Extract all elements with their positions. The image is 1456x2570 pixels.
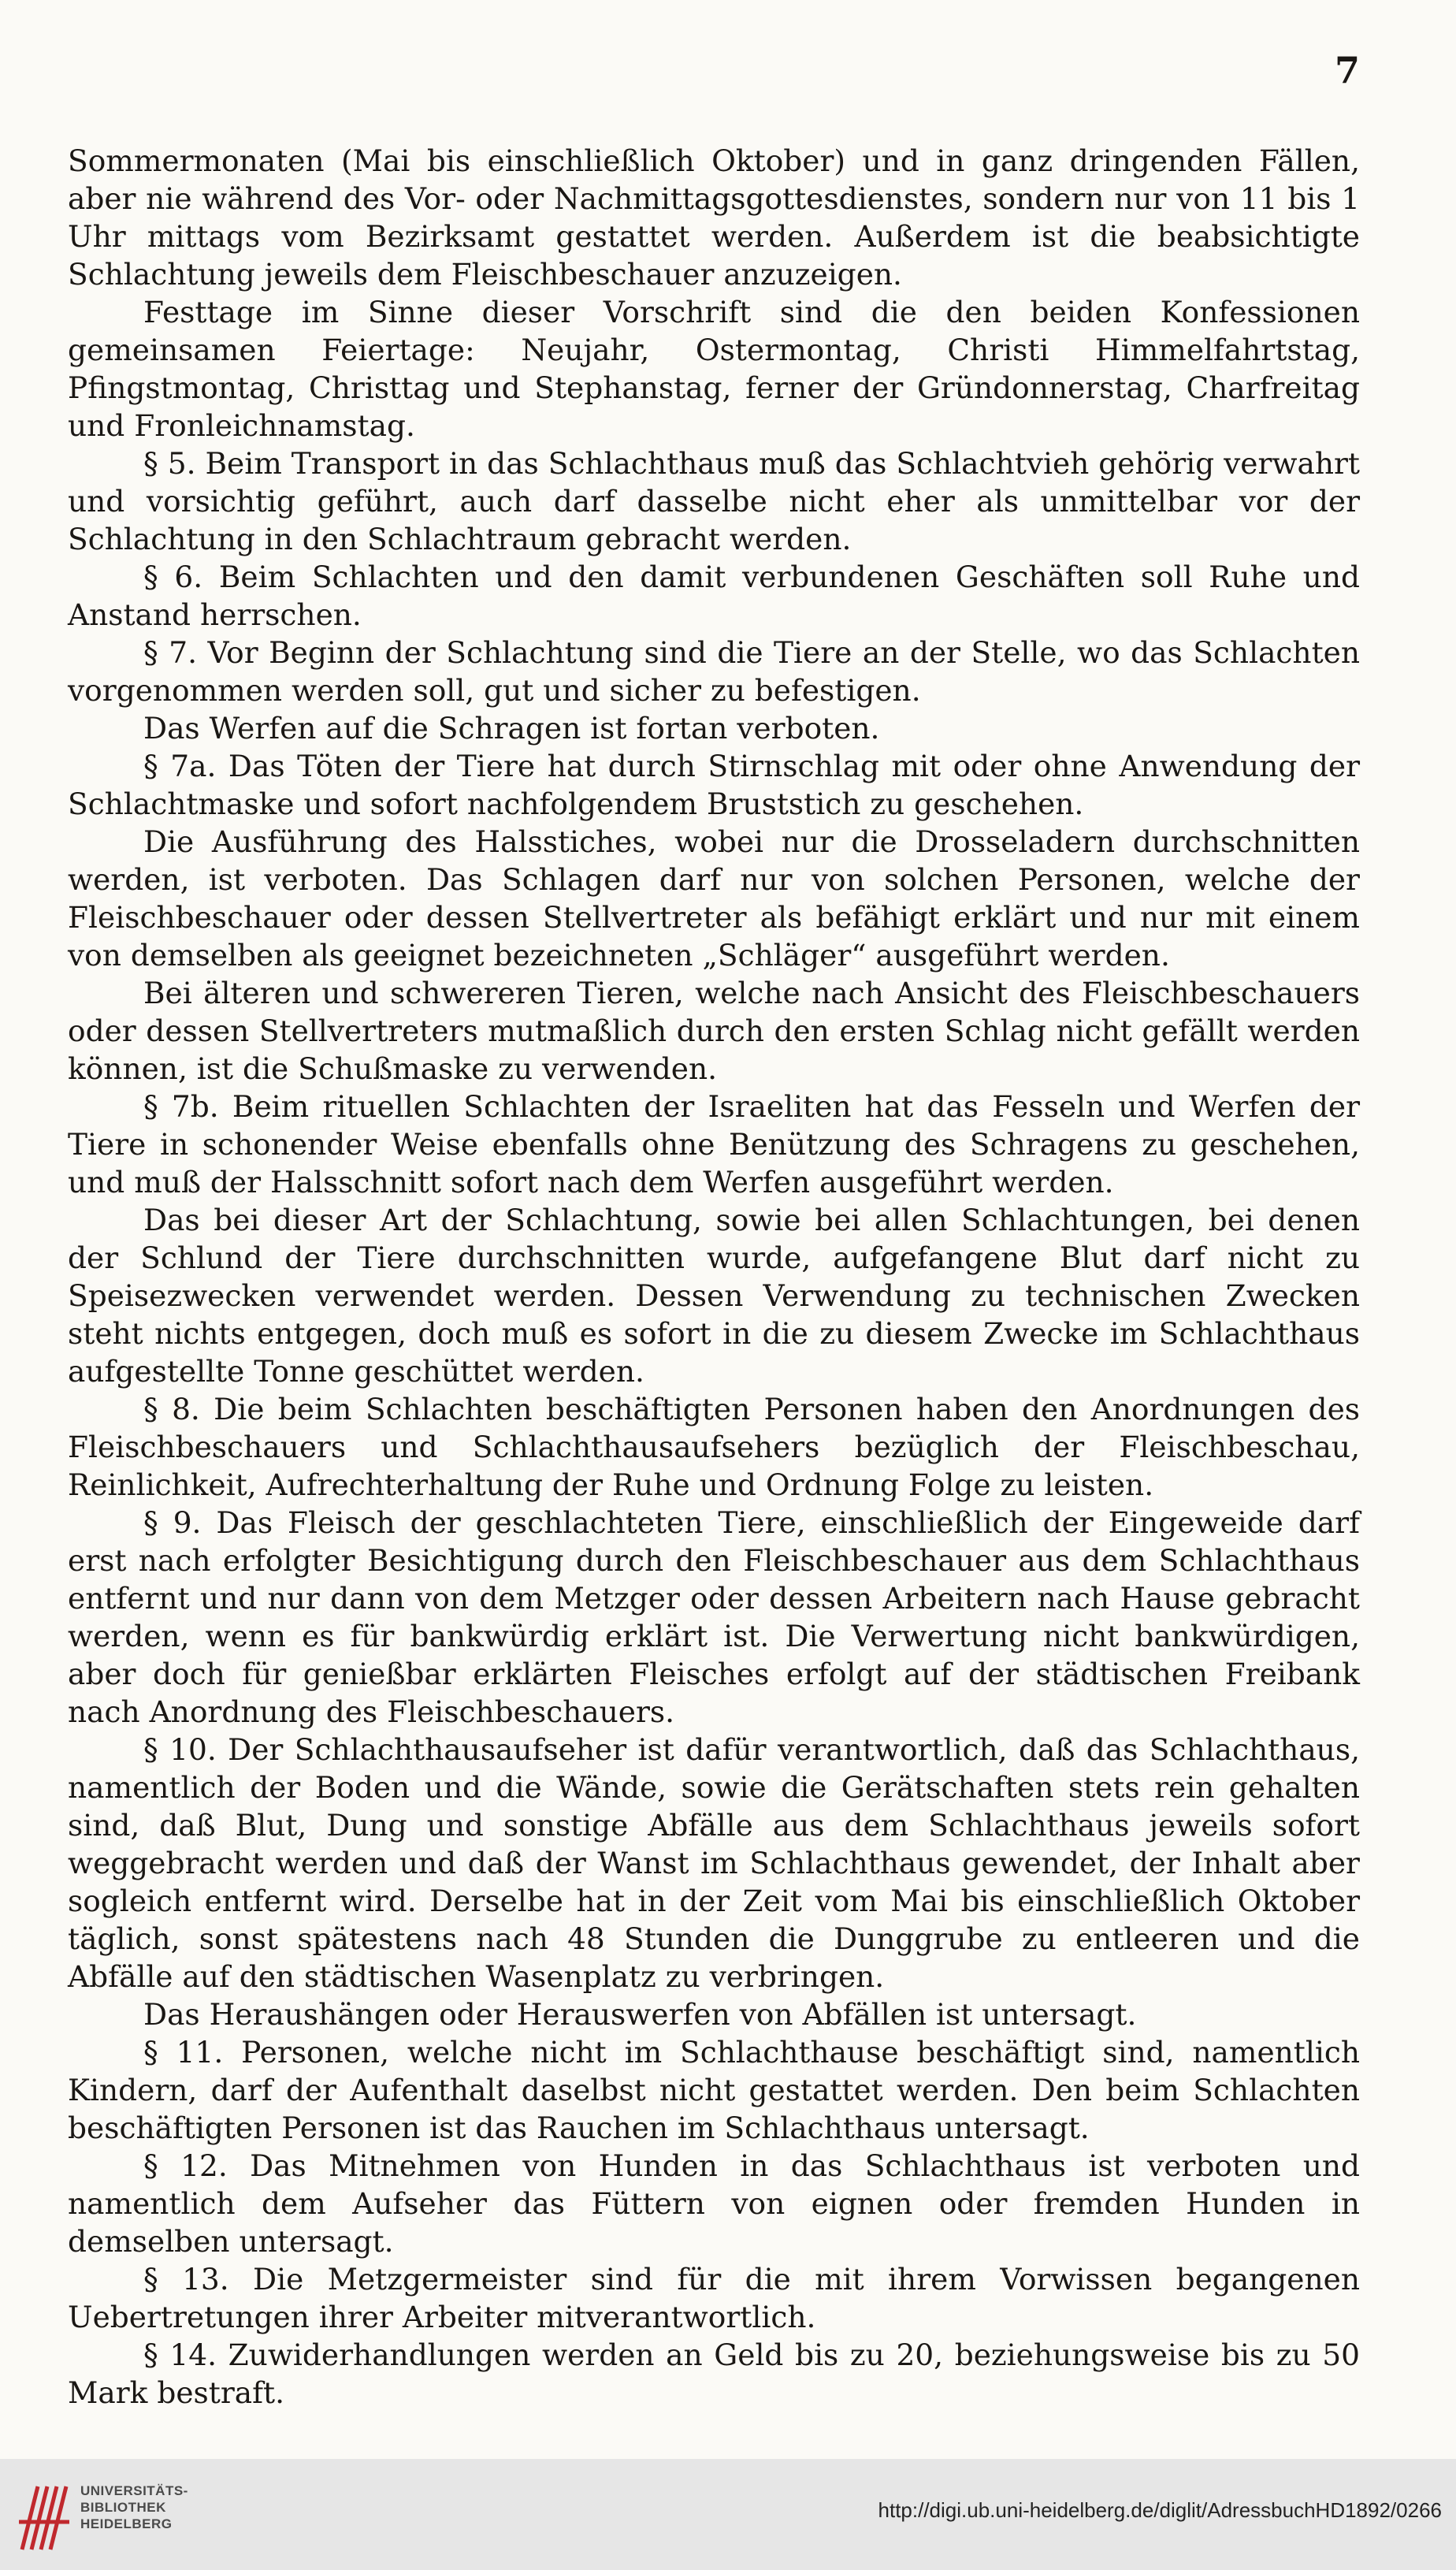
paragraph: Das Werfen auf die Schragen ist fortan verboten. xyxy=(143,711,880,746)
paragraph: § 13. Die Metzgermeister sind für die mit ihrem Vorwissen begangenen Uebertretungen ihrer Arbeiter mitverantwortlich. xyxy=(68,2262,1360,2334)
paragraph: Sommermonaten (Mai bis einschließlich Oktober) und in ganz dringenden Fällen, aber nie während des Vor- oder Nachmittagsgottesdienstes, sondern nur von 11 bis 1 Uhr mittags vom Bezirksamt gestattet werden. Außerdem ist die beabsichtigte Schlachtung jeweils dem Fleischbeschauer anzuzeigen. xyxy=(68,143,1360,292)
library-logo-text xyxy=(80,2483,188,2532)
document-body xyxy=(68,142,1360,2412)
paragraph: Bei älteren und schwereren Tieren, welche nach Ansicht des Fleischbeschauers oder dessen Stellvertreters mutmaßlich durch den ersten Schlag nicht gefällt werden können, ist die Schußmaske zu verwenden. xyxy=(68,976,1360,1086)
paragraph: § 9. Das Fleisch der geschlachteten Tiere, einschließlich der Eingeweide darf erst nach erfolgter Besichtigung durch den Fleischbeschauer aus dem Schlachthaus entfernt und nur dann von dem Metzger oder dessen Arbeitern nach Hause gebracht werden, wenn es für bankwürdig erklärt ist. Die Verwertung nicht bankwürdigen, aber doch für genießbar erklärten Fleisches erfolgt auf der städtischen Freibank nach Anordnung des Fleischbeschauers. xyxy=(68,1505,1360,1729)
paragraph: Das Heraushängen oder Herauswerfen von Abfällen ist untersagt. xyxy=(143,1997,1137,2032)
paragraph: § 7. Vor Beginn der Schlachtung sind die Tiere an der Stelle, wo das Schlachten vorgenommen werden soll, gut und sicher zu befestigen. xyxy=(68,635,1360,708)
paragraph: § 6. Beim Schlachten und den damit verbundenen Geschäften soll Ruhe und Anstand herrschen. xyxy=(68,560,1360,632)
paragraph: § 8. Die beim Schlachten beschäftigten Personen haben den Anordnungen des Fleischbeschauers und Schlachthausaufsehers bezüglich der Fleischbeschau, Reinlichkeit, Aufrechterhaltung der Ruhe und Ordnung Folge zu leisten. xyxy=(68,1392,1360,1502)
library-logo[interactable] xyxy=(14,2475,203,2561)
source-url-link[interactable]: http://digi.ub.uni-heidelberg.de/diglit/AdressbuchHD1892/0266 xyxy=(878,2498,1442,2522)
heidelberg-library-logo-icon xyxy=(14,2475,74,2561)
footer-bar xyxy=(0,2459,1456,2570)
paragraph: § 14. Zuwiderhandlungen werden an Geld bis zu 20, beziehungsweise bis zu 50 Mark bestraft. xyxy=(68,2338,1360,2410)
logo-line: UNIVERSITÄTS- xyxy=(80,2483,188,2498)
paragraph: § 10. Der Schlachthausaufseher ist dafür verantwortlich, daß das Schlachthaus, namentlich der Boden und die Wände, sowie die Gerätschaften stets rein gehalten sind, daß Blut, Dung und sonstige Abfälle aus dem Schlachthaus jeweils sofort weggebracht werden und daß der Wanst im Schlachthaus gewendet, der Inhalt aber sogleich entfernt wird. Derselbe hat in der Zeit vom Mai bis einschließlich Oktober täglich, sonst spätestens nach 48 Stunden die Dunggrube zu entleeren und die Abfälle auf den städtischen Wasenplatz zu verbringen. xyxy=(68,1732,1360,1994)
paragraph: § 7a. Das Töten der Tiere hat durch Stirnschlag mit oder ohne Anwendung der Schlachtmaske und sofort nachfolgendem Bruststich zu geschehen. xyxy=(68,749,1360,821)
paragraph: Festtage im Sinne dieser Vorschrift sind die den beiden Konfessionen gemeinsamen Feiertage: Neujahr, Ostermontag, Christi Himmelfahrtstag, Pfingstmontag, Christtag und Stephanstag, ferner der Gründonnerstag, Charfreitag und Fronleichnamstag. xyxy=(68,295,1360,443)
paragraph: § 11. Personen, welche nicht im Schlachthause beschäftigt sind, namentlich Kindern, darf der Aufenthalt daselbst nicht gestattet werden. Den beim Schlachten beschäftigten Personen ist das Rauchen im Schlachthaus untersagt. xyxy=(68,2035,1360,2145)
paragraph: Die Ausführung des Halsstiches, wobei nur die Drosseladern durchschnitten werden, ist verboten. Das Schlagen darf nur von solchen Personen, welche der Fleischbeschauer oder dessen Stellvertreter als befähigt erklärt und nur mit einem von demselben als geeignet bezeichneten „Schläger“ ausgeführt werden. xyxy=(68,824,1360,973)
paragraph: Das bei dieser Art der Schlachtung, sowie bei allen Schlachtungen, bei denen der Schlund der Tiere durchschnitten wurde, aufgefangene Blut darf nicht zu Speisezwecken verwendet werden. Dessen Verwendung zu technischen Zwecken steht nichts entgegen, doch muß es sofort in die zu diesem Zwecke im Schlachthaus aufgestellte Tonne geschüttet werden. xyxy=(68,1203,1360,1389)
page-number: 7 xyxy=(1334,49,1360,91)
logo-line: BIBLIOTHEK xyxy=(80,2500,166,2515)
paragraph: § 5. Beim Transport in das Schlachthaus muß das Schlachtvieh gehörig verwahrt und vorsichtig geführt, auch darf dasselbe nicht eher als unmittelbar vor der Schlachtung in den Schlachtraum gebracht werden. xyxy=(68,446,1360,556)
paragraph: § 12. Das Mitnehmen von Hunden in das Schlachthaus ist verboten und namentlich dem Aufseher das Füttern von eignen oder fremden Hunden in demselben untersagt. xyxy=(68,2148,1360,2259)
paragraph: § 7b. Beim rituellen Schlachten der Israeliten hat das Fesseln und Werfen der Tiere in schonender Weise ebenfalls ohne Benützung des Schragens zu geschehen, und muß der Halsschnitt sofort nach dem Werfen ausgeführt werden. xyxy=(68,1089,1360,1199)
logo-line: HEIDELBERG xyxy=(80,2516,173,2531)
